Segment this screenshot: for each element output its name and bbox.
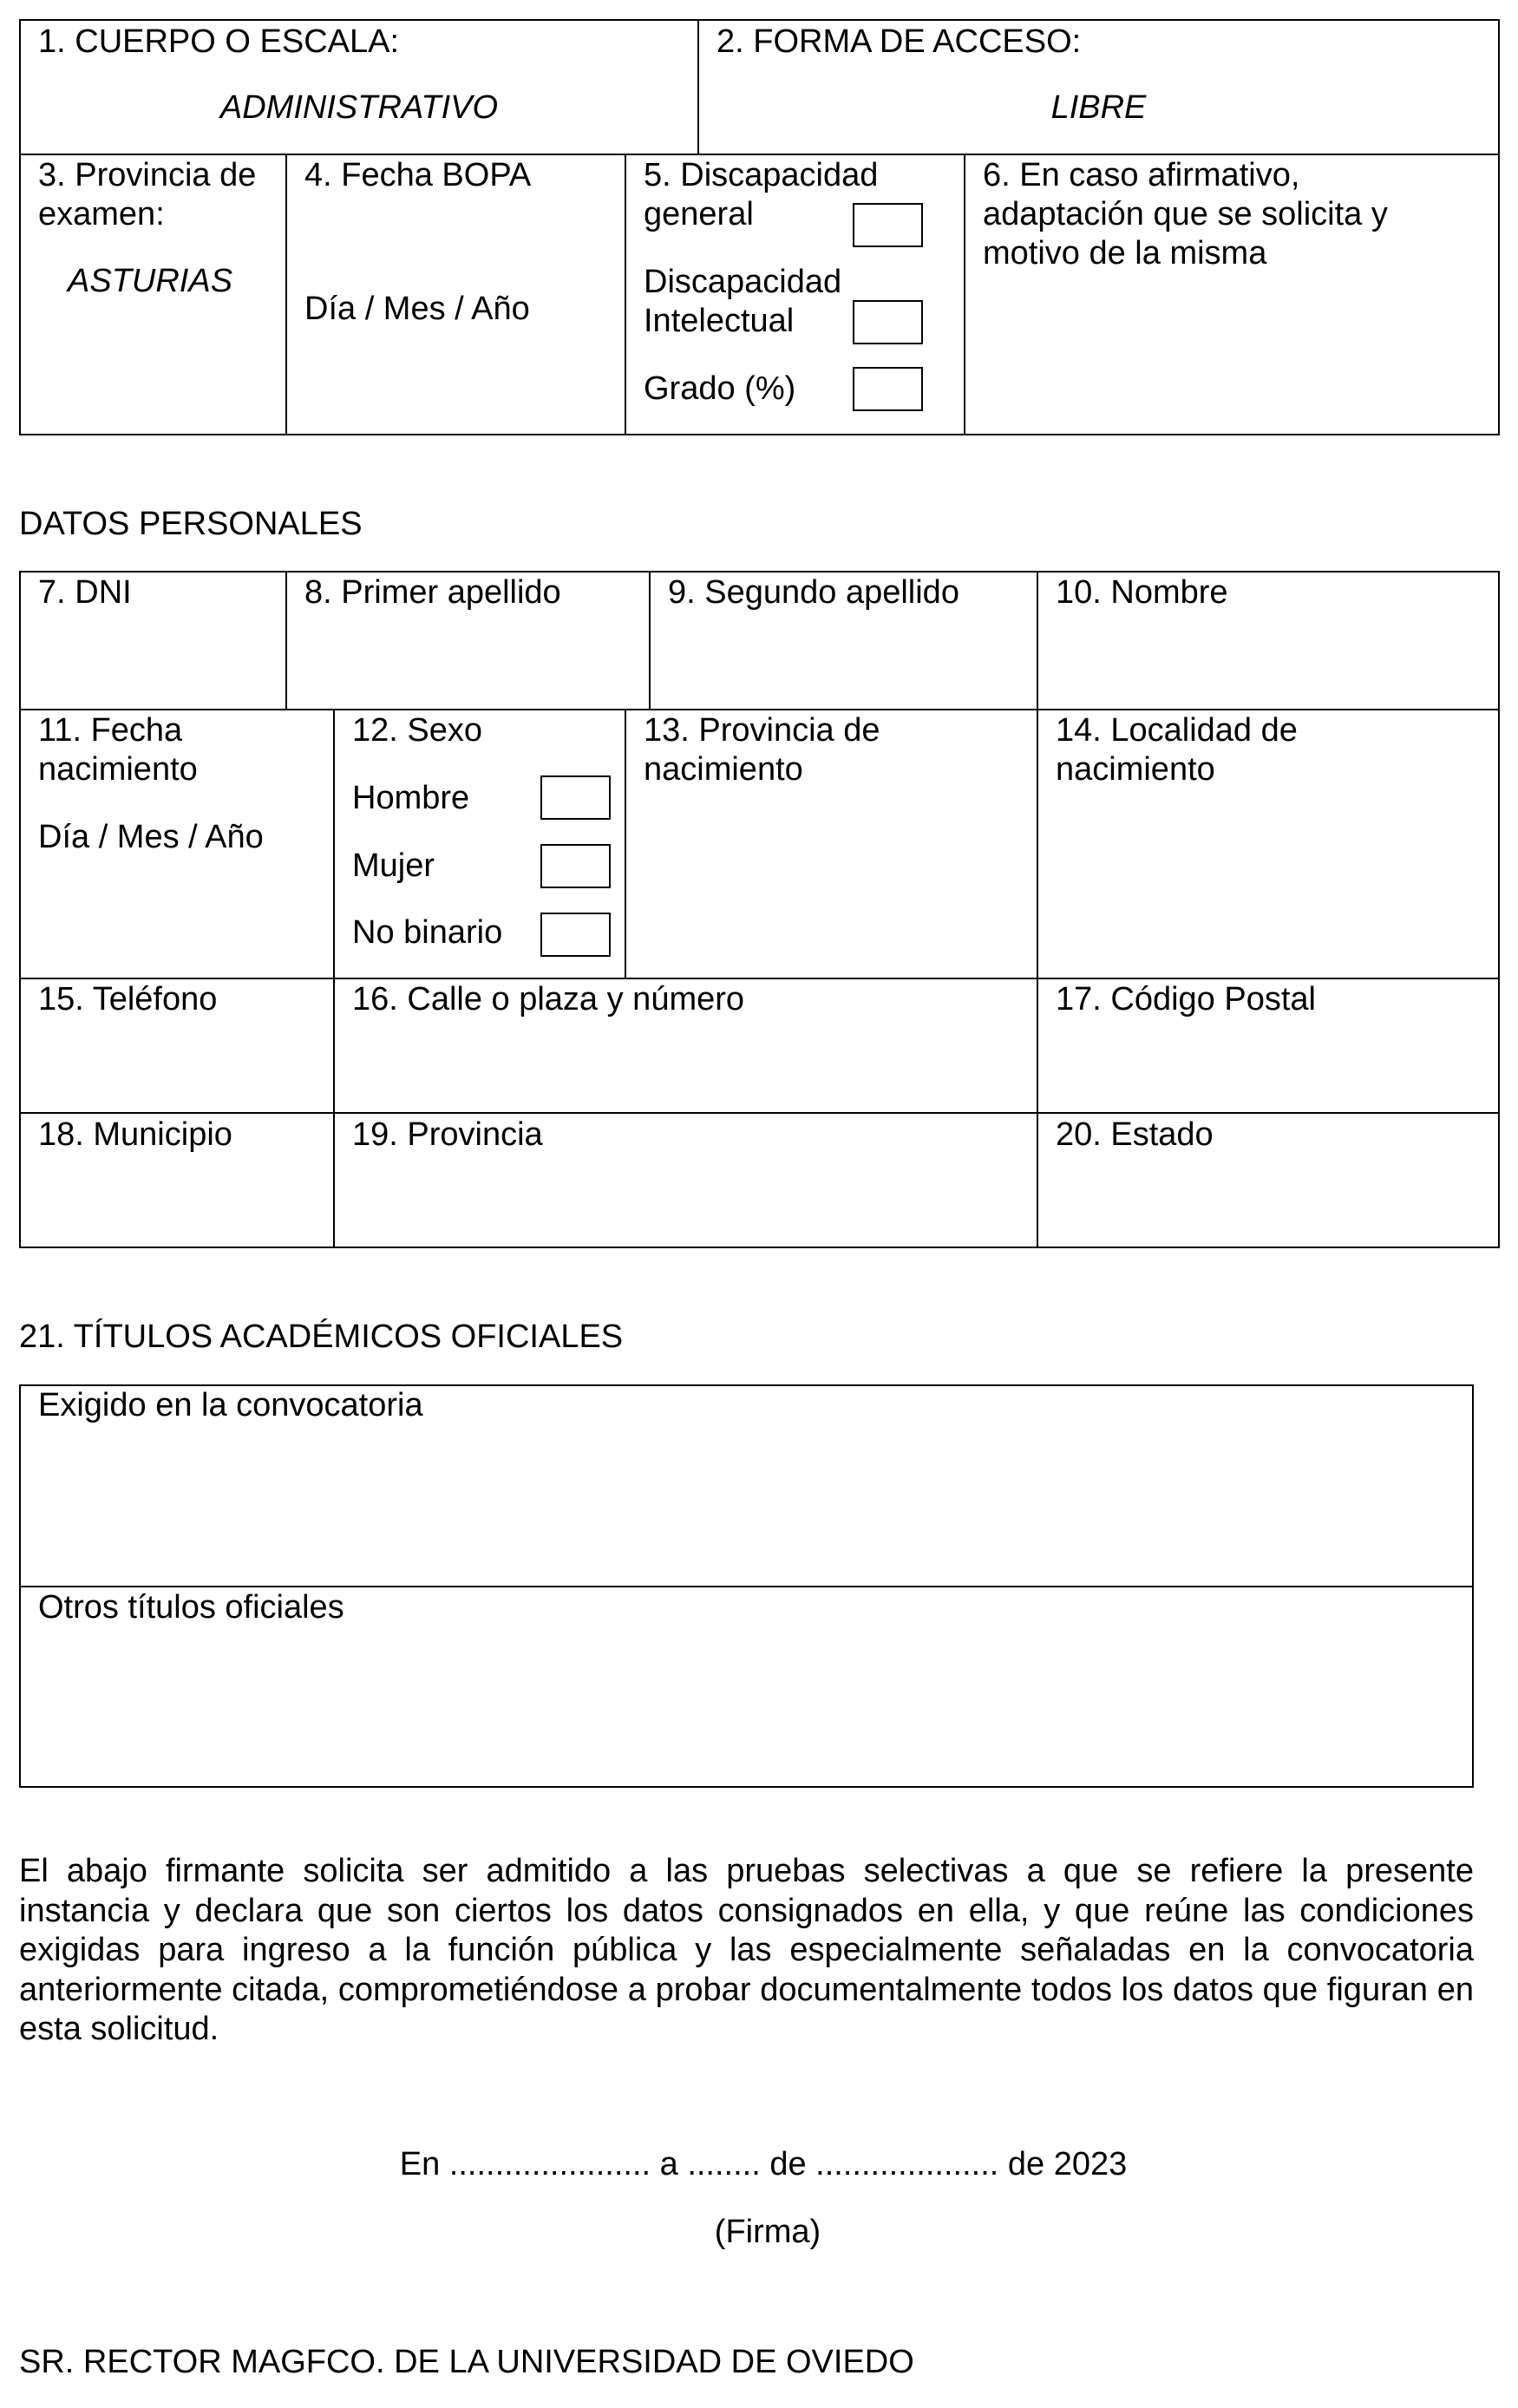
fecha-bopa-value: Día / Mes / Año xyxy=(304,291,530,327)
fecha-bopa-label: 4. Fecha BOPA xyxy=(304,157,532,193)
calle-label: 16. Calle o plaza y número xyxy=(352,981,745,1018)
mujer-checkbox[interactable] xyxy=(540,844,611,888)
discapacidad-label: 5. Discapacidad xyxy=(644,157,879,193)
hombre-checkbox[interactable] xyxy=(540,775,611,820)
provincia-examen-value: ASTURIAS xyxy=(68,263,233,299)
estado-label: 20. Estado xyxy=(1056,1116,1214,1153)
mujer-label: Mujer xyxy=(352,847,435,884)
fecha-nacimiento-value: Día / Mes / Año xyxy=(38,819,264,855)
acceso-label: 2. FORMA DE ACCESO: xyxy=(716,23,1082,60)
fecha-nacimiento-label-2: nacimiento xyxy=(38,751,198,788)
no-binario-checkbox[interactable] xyxy=(540,913,611,957)
grado-label: Grado (%) xyxy=(644,370,796,407)
fecha-nacimiento-label: 11. Fecha xyxy=(38,712,183,749)
otros-titulos-label: Otros títulos oficiales xyxy=(38,1589,344,1626)
exigido-label: Exigido en la convocatoria xyxy=(38,1387,423,1423)
cuerpo-value: ADMINISTRATIVO xyxy=(219,89,499,126)
grado-input[interactable] xyxy=(853,367,923,411)
discapacidad-intelectual-label-2: Intelectual xyxy=(644,303,795,339)
adaptacion-label-2: adaptación que se solicita y xyxy=(983,196,1388,232)
discapacidad-intelectual-label: Discapacidad xyxy=(644,264,842,300)
addressee: SR. RECTOR MAGFCO. DE LA UNIVERSIDAD DE OVIEDO xyxy=(19,2344,914,2380)
discapacidad-intelectual-checkbox[interactable] xyxy=(853,300,923,344)
place-date-line: En ...................... a ........ de .................... de 2023 xyxy=(399,2146,1128,2182)
declaration-text: El abajo firmante solicita ser admitido a las pruebas selectivas a que se refiere la presente instancia y declara que son ciertos los datos consignados en ella, y que reúne las condiciones exigidas para ingreso a la función pública y las especialmente señaladas en la convocatoria anteriormente citada, comprometiéndose a probar documentalmente todos los datos que figuran en esta solicitud. xyxy=(19,1853,1474,2047)
discapacidad-general-checkbox[interactable] xyxy=(853,203,923,247)
municipio-label: 18. Municipio xyxy=(38,1116,232,1153)
primer-apellido-label: 8. Primer apellido xyxy=(304,574,561,611)
provincia-examen-label: 3. Provincia de xyxy=(38,157,257,193)
cuerpo-label: 1. CUERPO O ESCALA: xyxy=(38,23,400,60)
provincia-label: 19. Provincia xyxy=(352,1116,543,1153)
codigo-postal-label: 17. Código Postal xyxy=(1056,981,1316,1018)
segundo-apellido-label: 9. Segundo apellido xyxy=(668,574,959,611)
localidad-nacimiento-label: 14. Localidad de xyxy=(1056,712,1298,749)
provincia-examen-label-2: examen: xyxy=(38,196,165,232)
acceso-value: LIBRE xyxy=(1050,89,1147,126)
adaptacion-label-3: motivo de la misma xyxy=(983,235,1267,272)
titulos-title: 21. TÍTULOS ACADÉMICOS OFICIALES xyxy=(19,1319,624,1355)
adaptacion-label: 6. En caso afirmativo, xyxy=(983,157,1300,193)
nombre-label: 10. Nombre xyxy=(1056,574,1228,611)
no-binario-label: No binario xyxy=(352,914,503,951)
firma-label: (Firma) xyxy=(714,2214,821,2250)
provincia-nacimiento-label-2: nacimiento xyxy=(644,751,803,788)
discapacidad-label-2: general xyxy=(644,196,754,232)
sexo-label: 12. Sexo xyxy=(352,712,482,749)
dni-label: 7. DNI xyxy=(38,574,132,611)
datos-personales-title: DATOS PERSONALES xyxy=(19,506,363,542)
hombre-label: Hombre xyxy=(352,780,470,816)
telefono-label: 15. Teléfono xyxy=(38,981,218,1018)
localidad-nacimiento-label-2: nacimiento xyxy=(1056,751,1215,788)
provincia-nacimiento-label: 13. Provincia de xyxy=(644,712,880,749)
